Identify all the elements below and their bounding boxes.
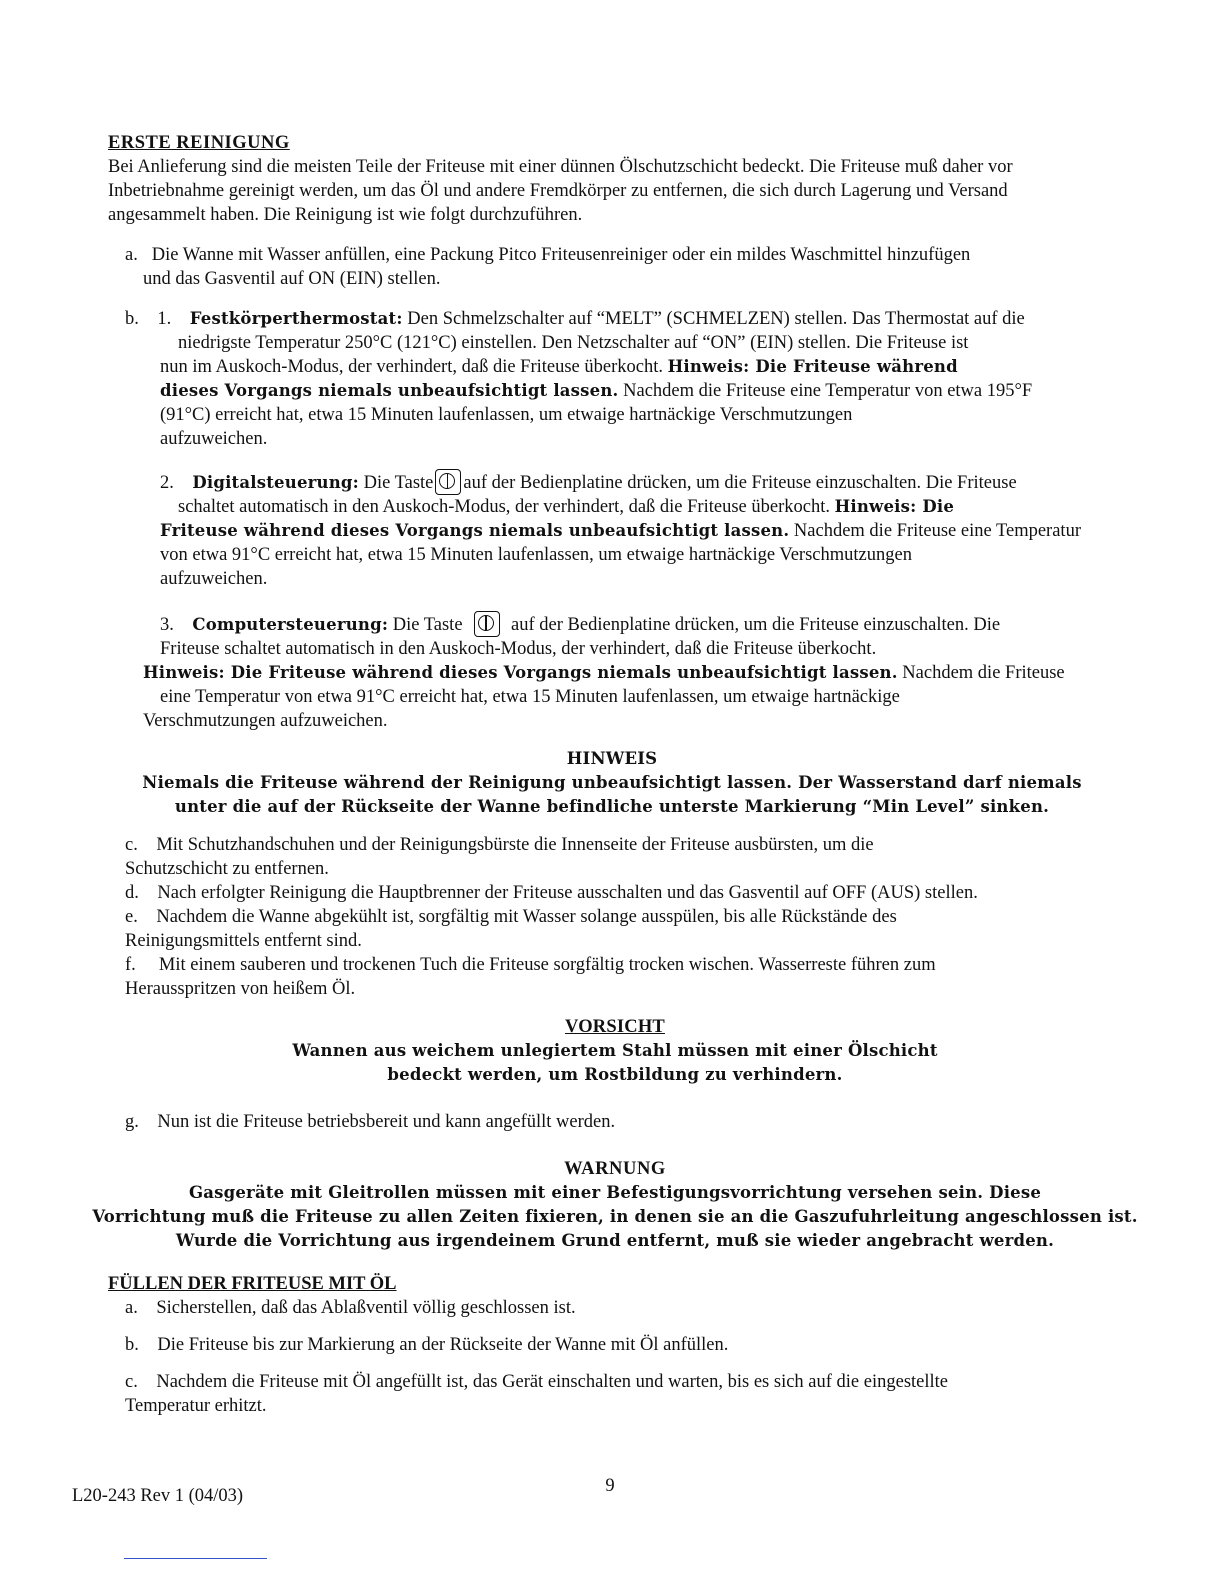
warning-line: Gasgeräte mit Gleitrollen müssen mit einer Befestigungsvorrichtung versehen sein. Diese bbox=[188, 1183, 1042, 1202]
section-erste-reinigung bbox=[108, 131, 1108, 227]
step-text: Den Schmelzschalter auf “MELT” (SCHMELZEN) stellen. Das Thermostat auf die bbox=[407, 309, 1025, 329]
step-label: Computersteuerung: bbox=[192, 615, 389, 634]
step-text: Mit einem sauberen und trockenen Tuch die Friteuse sorgfältig trocken wischen. Wasserreste führen zum bbox=[158, 955, 936, 975]
step-text: von etwa 91°C erreicht hat, etwa 15 Minuten laufenlassen, um etwaige hartnäckige Verschmutzungen bbox=[160, 545, 912, 565]
note-bold: Hinweis: Die Friteuse während bbox=[667, 357, 958, 376]
step-b2 bbox=[108, 469, 1108, 591]
warning-line: Vorrichtung muß die Friteuse zu allen Zeiten fixieren, in denen sie an die Gaszufuhrleitung angeschlossen ist. bbox=[92, 1207, 1138, 1226]
steps-c-to-f bbox=[108, 833, 1108, 1001]
step-text: schaltet automatisch in den Auskoch-Modus, der verhindert, daß die Friteuse überkocht. bbox=[178, 497, 830, 517]
step-text: Friteuse schaltet automatisch in den Auskoch-Modus, der verhindert, daß die Friteuse überkocht. bbox=[160, 639, 877, 659]
sub-number: 3. bbox=[160, 615, 174, 635]
step-text: und das Gasventil auf ON (EIN) stellen. bbox=[143, 269, 441, 289]
step-text: Herausspritzen von heißem Öl. bbox=[125, 979, 356, 999]
caution-line: bedeckt werden, um Rostbildung zu verhindern. bbox=[387, 1065, 843, 1084]
notice-box bbox=[112, 747, 1112, 819]
footer-doc-id: L20-243 Rev 1 (04/03) bbox=[72, 1486, 244, 1506]
step-text: Die Friteuse bis zur Markierung an der Rückseite der Wanne mit Öl anfüllen. bbox=[157, 1335, 729, 1355]
warning-box bbox=[80, 1157, 1150, 1253]
step-text: Die Wanne mit Wasser anfüllen, eine Packung Pitco Friteusenreiniger oder ein mildes Waschmittel hinzufügen bbox=[151, 245, 971, 265]
note-bold: Friteuse während dieses Vorgangs niemals unbeaufsichtigt lassen. bbox=[160, 521, 790, 540]
notice-line: Niemals die Friteuse während der Reinigung unbeaufsichtigt lassen. Der Wasserstand darf niemals bbox=[142, 773, 1082, 792]
step-text: Nachdem die Wanne abgekühlt ist, sorgfältig mit Wasser solange ausspülen, bis alle Rückstände des bbox=[156, 907, 897, 927]
step-b1 bbox=[108, 307, 1108, 451]
step-text: Temperatur erhitzt. bbox=[125, 1396, 267, 1416]
step-text: Nachdem die Friteuse eine Temperatur von etwa 195°F bbox=[623, 381, 1033, 401]
step-letter: g. bbox=[125, 1112, 139, 1132]
note-bold: Hinweis: Die bbox=[834, 497, 955, 516]
sub-number: 1. bbox=[157, 309, 172, 329]
step-a bbox=[108, 243, 1108, 291]
caution-box bbox=[115, 1015, 1115, 1087]
step-text: Sicherstellen, daß das Ablaßventil völlig geschlossen ist. bbox=[156, 1298, 576, 1318]
step-b3 bbox=[108, 611, 1108, 733]
intro-line: Inbetriebnahme gereinigt werden, um das Öl und andere Fremdkörper zu entfernen, die sich durch Lagerung und Versand bbox=[108, 181, 1008, 201]
step-text: (91°C) erreicht hat, etwa 15 Minuten laufenlassen, um etwaige hartnäckige Verschmutzungen bbox=[160, 405, 853, 425]
step-letter: a. bbox=[125, 245, 138, 265]
step-letter: f. bbox=[125, 955, 136, 975]
note-bold: Hinweis: Die Friteuse während dieses Vorgangs niemals unbeaufsichtigt lassen. bbox=[143, 663, 898, 682]
step-text: Nachdem die Friteuse bbox=[902, 663, 1065, 683]
intro-line: Bei Anlieferung sind die meisten Teile der Friteuse mit einer dünnen Ölschutzschicht bedeckt. Die Friteuse muß daher vor bbox=[108, 157, 1013, 177]
section-fuellen bbox=[108, 1272, 1108, 1418]
step-text: Die Taste bbox=[392, 615, 463, 635]
step-text: Reinigungsmittels entfernt sind. bbox=[125, 931, 362, 951]
power-button-icon bbox=[435, 469, 461, 495]
caution-line: Wannen aus weichem unlegiertem Stahl müssen mit einer Ölschicht bbox=[292, 1041, 938, 1060]
step-letter: b. bbox=[125, 1335, 139, 1355]
step-letter: c. bbox=[125, 835, 138, 855]
step-letter: b. bbox=[125, 309, 139, 329]
step-text: eine Temperatur von etwa 91°C erreicht hat, etwa 15 Minuten laufenlassen, um etwaige hartnäckige bbox=[160, 687, 900, 707]
step-label: Festkörperthermostat: bbox=[189, 309, 403, 328]
notice-line: unter die auf der Rückseite der Wanne befindliche unterste Markierung “Min Level” sinken. bbox=[174, 797, 1050, 816]
step-letter: e. bbox=[125, 907, 138, 927]
footer-rule bbox=[124, 1558, 267, 1559]
step-text: nun im Auskoch-Modus, der verhindert, daß die Friteuse überkocht. bbox=[160, 357, 663, 377]
step-text: Nachdem die Friteuse mit Öl angefüllt ist, das Gerät einschalten und warten, bis es sich auf die eingestellte bbox=[156, 1372, 949, 1392]
note-bold: dieses Vorgangs niemals unbeaufsichtigt lassen. bbox=[160, 381, 619, 400]
page-number: 9 bbox=[605, 1476, 615, 1496]
warning-title: WARNUNG bbox=[564, 1159, 666, 1179]
step-letter: c. bbox=[125, 1372, 138, 1392]
step-letter: a. bbox=[125, 1298, 138, 1318]
section-heading: FÜLLEN DER FRITEUSE MIT ÖL bbox=[108, 1274, 397, 1294]
sub-number: 2. bbox=[160, 473, 174, 493]
notice-title: HINWEIS bbox=[566, 749, 658, 768]
step-text: Schutzschicht zu entfernen. bbox=[125, 859, 329, 879]
power-button-icon bbox=[474, 611, 500, 637]
step-text: Die Taste bbox=[363, 473, 434, 493]
section-heading: ERSTE REINIGUNG bbox=[108, 133, 290, 153]
step-text: Nach erfolgter Reinigung die Hauptbrenner der Friteuse ausschalten und das Gasventil auf OFF (AUS) stellen. bbox=[157, 883, 978, 903]
step-text: Nun ist die Friteuse betriebsbereit und kann angefüllt werden. bbox=[157, 1112, 616, 1132]
step-text: niedrigste Temperatur 250°C (121°C) einstellen. Den Netzschalter auf “ON” (EIN) stellen. Die Friteuse ist bbox=[178, 333, 969, 353]
step-text: aufzuweichen. bbox=[160, 569, 268, 589]
step-text: Verschmutzungen aufzuweichen. bbox=[143, 711, 388, 731]
step-text: aufzuweichen. bbox=[160, 429, 268, 449]
step-text: Mit Schutzhandschuhen und der Reinigungsbürste die Innenseite der Friteuse ausbürsten, um die bbox=[156, 835, 874, 855]
caution-title: VORSICHT bbox=[565, 1017, 665, 1037]
step-text: auf der Bedienplatine drücken, um die Friteuse einzuschalten. Die Friteuse bbox=[463, 473, 1017, 493]
step-letter: d. bbox=[125, 883, 139, 903]
step-text: auf der Bedienplatine drücken, um die Friteuse einzuschalten. Die bbox=[511, 615, 1001, 635]
step-label: Digitalsteuerung: bbox=[192, 473, 359, 492]
step-text: Nachdem die Friteuse eine Temperatur bbox=[793, 521, 1081, 541]
warning-line: Wurde die Vorrichtung aus irgendeinem Grund entfernt, muß sie wieder angebracht werden. bbox=[175, 1231, 1055, 1250]
intro-line: angesammelt haben. Die Reinigung ist wie folgt durchzuführen. bbox=[108, 205, 583, 225]
step-g bbox=[108, 1110, 1108, 1134]
